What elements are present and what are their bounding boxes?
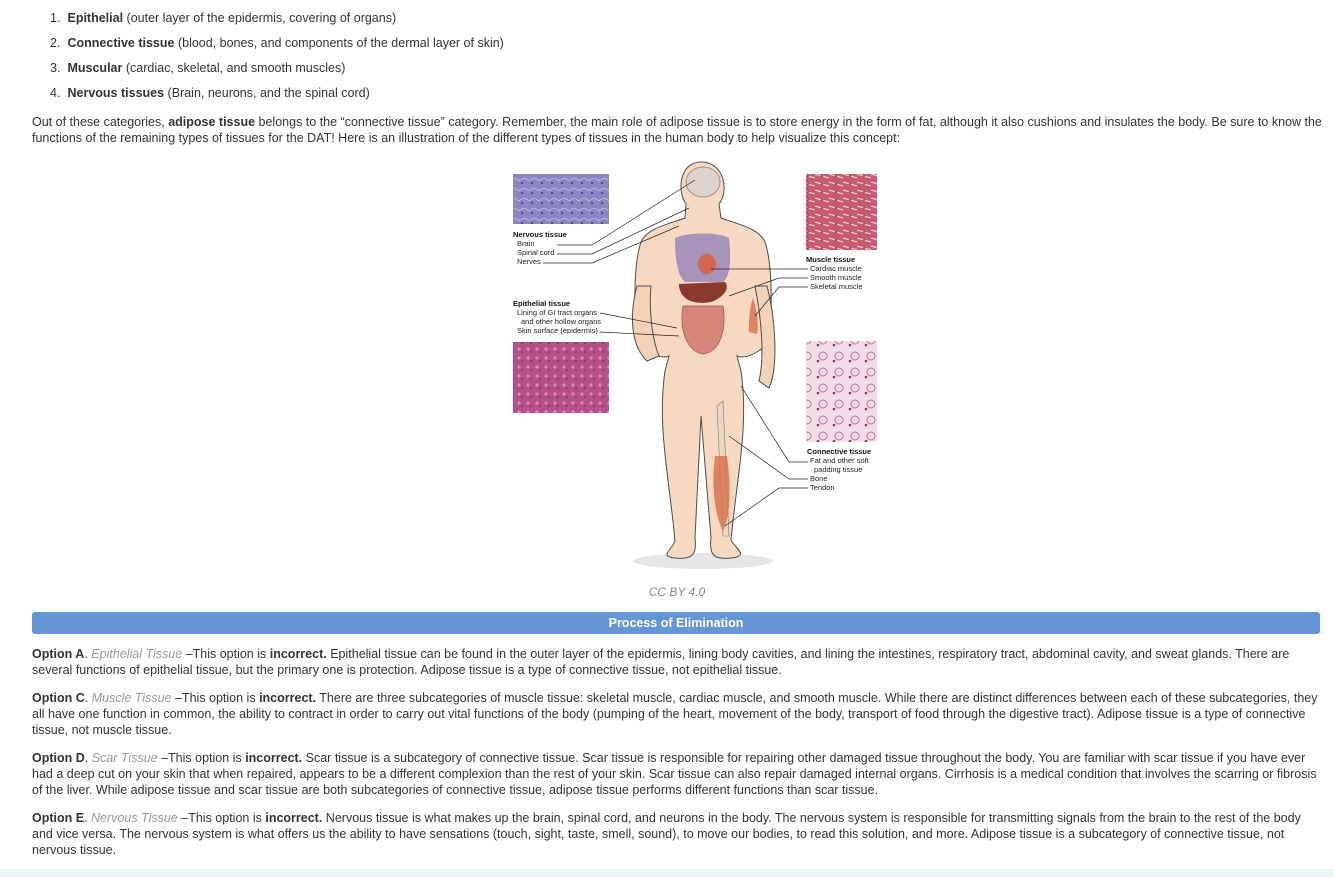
option-d-explanation: Option D. Scar Tissue –This option is incorrect. Scar tissue is a subcategory of connective tissue. Scar tissue is responsible for repairing other damaged tissue throughout the body. You are familiar with scar tissue if you have ever had a deep cut on your skin that when repaired, appears to be a different complexion than the rest of your skin. Scar tissue can also repair damaged internal organs. Cirrhosis is a medical condition that involves the scarring or fibrosis of the liver. While adipose tissue and scar tissue are both subcategories of connective tissue, adipose tissue performs different functions than scar tissue. xyxy=(32,751,1317,797)
epithelial-tissue-label: Epithelial tissue xyxy=(513,299,571,308)
list-item: 1. Epithelial (outer layer of the epidermis, covering of organs) xyxy=(50,11,397,25)
tissue-illustration xyxy=(479,156,877,576)
nervous-tissue-micrograph xyxy=(513,174,609,224)
label-nerves: Nerves xyxy=(517,257,541,266)
list-item: 4. Nervous tissues (Brain, neurons, and the spinal cord) xyxy=(50,86,370,100)
label-smooth: Smooth muscle xyxy=(810,273,862,282)
label-gi-lining: Lining of GI tract organs xyxy=(517,308,598,317)
label-hollow-organs: and other hollow organs xyxy=(521,317,602,326)
label-skeletal: Skeletal muscle xyxy=(810,282,863,291)
process-of-elimination-header: Process of Elimination xyxy=(32,612,1320,634)
body-silhouette xyxy=(632,162,775,558)
human-body-figure xyxy=(479,156,877,576)
muscle-tissue-label: Muscle tissue xyxy=(806,255,856,264)
epithelial-labels xyxy=(513,299,601,335)
option-e-explanation: Option E. Nervous Tissue –This option is incorrect. Nervous tissue is what makes up the brain, spinal cord, and neurons in the body. The nervous system is responsible for transmitting signals from the brain to the rest of the body and vice versa. The nervous system is what offers us the ability to have sensations (touch, sight, taste, smell, sound), to move our bodies, to read this solution, and more. Adipose tissue is a subcategory of connective tissue, not nervous tissue. xyxy=(32,811,1301,857)
connective-labels xyxy=(807,447,871,492)
tissue-types-list xyxy=(50,10,504,110)
intro-paragraph: Out of these categories, adipose tissue belongs to the “connective tissue” category. Remember, the main role of adipose tissue is to store energy in the form of fat, although it also cushions and insulates the body. Be sure to know the functions of the remaining types of tissues for the DAT! Here is an illustration of the different types of tissues in the human body to help visualize this concept: xyxy=(32,115,1322,145)
option-c-explanation: Option C. Muscle Tissue –This option is incorrect. There are three subcategories of muscle tissue: skeletal muscle, cardiac muscle, and smooth muscle. While there are distinct differences between each of these subcategories, they all have one function in common, the ability to contract in order to carry out vital functions of the body (pumping of the heart, movement of the body, transport of food through the digestive tract). Adipose tissue is a type of connective tissue, not muscle tissue. xyxy=(32,691,1318,737)
muscle-labels xyxy=(806,255,863,291)
nervous-tissue-label: Nervous tissue xyxy=(513,230,567,239)
option-a-explanation: Option A. Epithelial Tissue –This option is incorrect. Epithelial tissue can be found in the outer layer of the epidermis, lining body cavities, and lining the intestines, respiratory tract, abdominal cavity, and sweat glands. There are several functions of epithelial tissue, but the primary one is protection. Adipose tissue is a type of connective tissue, not epithelial tissue. xyxy=(32,647,1290,677)
nervous-labels xyxy=(513,230,567,266)
label-padding: padding tissue xyxy=(814,465,863,474)
label-tendon: Tendon xyxy=(810,483,835,492)
page-bottom-strip xyxy=(0,869,1334,877)
label-skin-surface: Skin surface (epidermis) xyxy=(517,326,598,335)
brain xyxy=(686,167,720,197)
label-brain: Brain xyxy=(517,239,535,248)
heart xyxy=(698,254,716,274)
figure-caption: CC BY 4.0 xyxy=(648,585,706,599)
label-spinal-cord: Spinal cord xyxy=(517,248,555,257)
label-bone: Bone xyxy=(810,474,828,483)
label-cardiac: Cardiac muscle xyxy=(810,264,862,273)
floor-shadow xyxy=(633,553,773,569)
connective-tissue-micrograph xyxy=(806,341,877,442)
connective-tissue-label: Connective tissue xyxy=(807,447,872,456)
list-item: 3. Muscular (cardiac, skeletal, and smooth muscles) xyxy=(50,61,346,75)
list-item: 2. Connective tissue (blood, bones, and components of the dermal layer of skin) xyxy=(50,36,504,50)
epithelial-tissue-micrograph xyxy=(513,342,609,413)
muscle-tissue-micrograph xyxy=(806,174,877,250)
label-fat: Fat and other soft xyxy=(810,456,869,465)
